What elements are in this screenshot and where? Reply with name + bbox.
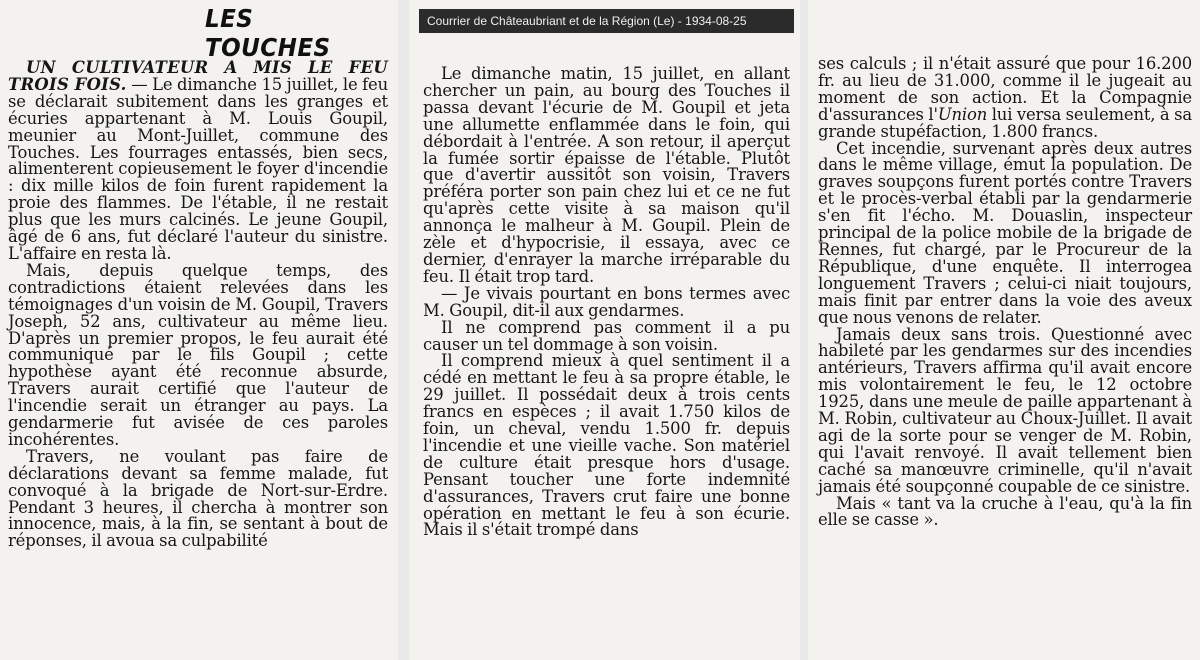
- company-name: Union: [937, 104, 988, 124]
- column-1-text: [0, 60, 398, 550]
- article-paragraph: Jamais deux sans trois. Questionné avec habileté par les gendarmes sur des incendies antérieurs, Travers affirma qu'il avait encore mis volontairement le feu, le 12 octobre 1925, dans une meule de paille appartenant à M. Robin, cultivateur au Choux-Juillet. Il avait agi de la sorte pour se venger de M. Robin, qui l'avait renvoyé. Il avait tellement bien caché sa manœuvre criminelle, qu'il n'avait jamais été soupçonné coupable de ce sinistre.: [818, 324, 1192, 496]
- article-paragraph: Il comprend mieux à quel sentiment il a cédé en mettant le feu à sa propre étable, le 29 juillet. Il possédait deux à trois cents francs en espèces ; il avait 1.750 kilos de foin, un cheval, vendu 1.500 fr. depuis l'incendie et une vieille vache. Son matériel de culture était presque hors d'usage. Pensant toucher une forte indemnité d'assurances, Travers crut faire une bonne opération en mettant le feu à son écurie. Mais il s'était trompé dans: [423, 351, 790, 540]
- article-paragraph: Mais « tant va la cruche à l'eau, qu'à la fin elle se casse ».: [818, 493, 1192, 530]
- article-paragraph: Travers, ne voulant pas faire de déclarations devant sa femme malade, fut convoqué à la brigade de Nort-sur-Erdre. Pendant 3 heures, il chercha à montrer son innocence, mais, à la fin, se sentant à bout de réponses, il avoua sa culpabilité: [8, 446, 388, 551]
- article-paragraph: Mais, depuis quelque temps, des contradictions étaient relevées dans les témoignages d'un voisin de M. Goupil, Travers Joseph, 52 ans, cultivateur au même lieu. D'après un premier propos, le feu aurait été communiqué par le fils Goupil ; cette hypothèse ayant été reconnue absurde, Travers aurait certifié que l'auteur de l'incendie serait un étranger au pays. La gendarmerie fut avisée de ces paroles incohérentes.: [8, 260, 388, 449]
- newspaper-column-1: [0, 0, 398, 660]
- article-headline: UN CULTIVATEUR A MIS LE FEU TROIS FOIS.: [8, 58, 388, 94]
- article-paragraph: [8, 60, 388, 263]
- article-paragraph: Il ne comprend pas comment il a pu causer un tel dommage à son voisin.: [423, 317, 790, 354]
- source-caption: Courrier de Châteaubriant et de la Région (Le) - 1934-08-25: [419, 9, 794, 33]
- newspaper-column-2: [409, 0, 800, 660]
- article-paragraph: Le dimanche matin, 15 juillet, en allant chercher un pain, au bourg des Touches il passa devant l'écurie de M. Goupil et jeta une allumette enflammée dans le foin, qui débordait à l'entrée. A son retour, il aperçut la fumée sortir épaisse de l'étable. Plutôt que d'avertir aussitôt son voisin, Travers préféra porter son pain chez lui et ce ne fut qu'après cette visite à sa maison qu'il annonça le malheur à M. Goupil. Plein de zèle et d'hypocrisie, il essaya, avec ce dernier, d'enrayer la marche irréparable du feu. Il était trop tard.: [423, 64, 790, 286]
- paragraph-text: ses calculs ; il n'était assuré que pour 16.200 fr. au lieu de 31.000, comme il le jugeait au moment de son action. Et la Compagnie d'assurances l': [818, 54, 1192, 124]
- section-title: LES TOUCHES: [205, 4, 331, 62]
- article-paragraph: — Je vivais pourtant en bons termes avec M. Goupil, dit-il aux gendarmes.: [423, 283, 790, 320]
- column-2-text: [409, 66, 800, 539]
- article-paragraph: [818, 56, 1192, 141]
- paragraph-text: — Le dimanche 15 juillet, le feu se déclarait subitement dans les granges et écuries appartenant à M. Louis Goupil, meunier au Mont-Juillet, commune des Touches. Les fourrages entassés, bien secs, alimenterent copieusement le foyer d'incendie : dix mille kilos de foin furent rapidement la proie des flammes. De l'étable, il ne restait plus que les murs calcinés. Le jeune Goupil, âgé de 6 ans, fut déclaré l'auteur du sinistre. L'affaire en resta là.: [8, 74, 388, 263]
- column-3-text: [808, 56, 1200, 529]
- article-paragraph: Cet incendie, survenant après deux autres dans le même village, émut la population. De graves soupçons furent portés contre Travers et le procès-verbal établi par la gendarmerie s'en fit l'écho. M. Douaslin, inspecteur principal de la police mobile de la brigade de Rennes, fut chargé, par le Procureur de la République, d'une enquête. Il interrogea longuement Travers ; celui-ci niait toujours, mais finit par entrer dans la voie des aveux que nous venons de relater.: [818, 138, 1192, 327]
- newspaper-column-3: [808, 0, 1200, 660]
- paragraph-text: lui versa seulement, à sa grande stupéfaction, 1.800 francs.: [818, 104, 1192, 141]
